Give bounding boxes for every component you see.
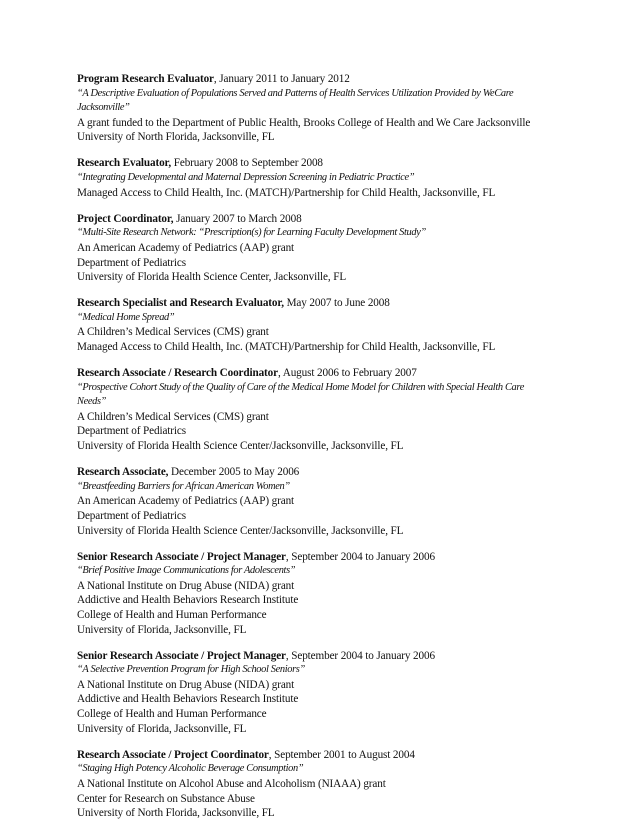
job-title: Research Specialist and Research Evaluator,: [77, 297, 284, 310]
entry-heading: [77, 296, 617, 311]
entry-detail-line: College of Health and Human Performance: [77, 609, 267, 621]
entry-detail-line: A Children’s Medical Services (CMS) grant: [77, 326, 269, 339]
title-separator: ,: [268, 748, 275, 761]
project-title: “Medical Home Spread”: [77, 311, 175, 323]
entry-detail-line: University of Florida, Jacksonville, FL: [77, 722, 247, 735]
entry-detail-line: A National Institute on Alcohol Abuse and Alcoholism (NIAAA) grant: [77, 777, 386, 790]
project-title: “Integrating Developmental and Maternal Depression Screening in Pediatric Practice”: [77, 172, 415, 184]
employment-dates: December 2005 to May 2006: [171, 466, 300, 479]
entry-heading: [77, 72, 617, 87]
entry-detail-line: A Children’s Medical Services (CMS) grant: [77, 410, 269, 423]
experience-entry: [77, 156, 617, 200]
job-title: Senior Research Associate / Project Manager: [77, 550, 286, 563]
entry-detail-line: An American Academy of Pediatrics (AAP) grant: [77, 241, 295, 254]
entry-detail-line: Managed Access to Child Health, Inc. (MATCH)/Partnership for Child Health, Jacksonville, FL: [77, 186, 496, 199]
project-title: “Multi-Site Research Network: “Prescription(s) for Learning Faculty Development Study”: [77, 227, 426, 239]
entry-detail-line: Center for Research on Substance Abuse: [77, 792, 255, 805]
experience-entry: [77, 366, 617, 454]
project-title: “Staging High Potency Alcoholic Beverage Consumption”: [77, 763, 304, 775]
experience-entry: [77, 212, 617, 285]
entry-detail-line: Department of Pediatrics: [77, 256, 186, 269]
entry-detail-line: University of North Florida, Jacksonville, FL: [77, 807, 275, 820]
experience-entry: [77, 465, 617, 538]
entry-detail-line: Addictive and Health Behaviors Research Institute: [77, 594, 299, 607]
project-title: “A Descriptive Evaluation of Populations Served and Patterns of Health Services Utilization Provided by WeCare Jacksonville”: [77, 87, 514, 114]
entry-heading: [77, 465, 617, 480]
entry-detail-line: University of North Florida, Jacksonville, FL: [77, 131, 275, 144]
job-title: Research Associate / Project Coordinator: [77, 748, 269, 761]
experience-entry: [77, 649, 617, 737]
project-title: “Brief Positive Image Communications for Adolescents”: [77, 565, 296, 577]
employment-dates: August 2006 to February 2007: [282, 367, 417, 380]
entry-detail-line: Department of Pediatrics: [77, 425, 186, 438]
project-title: “A Selective Prevention Program for High School Seniors”: [77, 664, 305, 676]
entry-detail-line: University of Florida Health Science Center/Jacksonville, Jacksonville, FL: [77, 524, 404, 537]
job-title: Research Associate / Research Coordinator: [77, 367, 278, 380]
entry-heading: [77, 550, 617, 565]
entry-heading: [77, 156, 617, 171]
job-title: Project Coordinator,: [77, 212, 174, 225]
entry-detail-line: University of Florida, Jacksonville, FL: [77, 623, 247, 636]
entry-detail-line: University of Florida Health Science Center, Jacksonville, FL: [77, 271, 347, 284]
title-separator: ,: [285, 649, 292, 662]
resume-experience-section: [77, 72, 617, 832]
entry-detail-line: Managed Access to Child Health, Inc. (MATCH)/Partnership for Child Health, Jacksonville, FL: [77, 341, 496, 353]
experience-entry: [77, 748, 617, 821]
entry-detail-line: College of Health and Human Performance: [77, 708, 267, 721]
project-title: “Breastfeeding Barriers for African American Women”: [77, 480, 290, 492]
entry-detail-line: A National Institute on Drug Abuse (NIDA) grant: [77, 579, 295, 592]
title-separator: ,: [277, 367, 283, 380]
entry-heading: [77, 366, 617, 381]
entry-detail-line: An American Academy of Pediatrics (AAP) grant: [77, 495, 295, 508]
entry-heading: [77, 649, 617, 664]
entry-detail-line: Department of Pediatrics: [77, 509, 186, 522]
entry-heading: [77, 748, 617, 763]
job-title: Program Research Evaluator: [77, 73, 214, 85]
employment-dates: September 2004 to January 2006: [291, 550, 435, 563]
experience-entry: [77, 550, 617, 638]
entry-detail-line: University of Florida Health Science Center/Jacksonville, Jacksonville, FL: [77, 440, 404, 453]
employment-dates: May 2007 to June 2008: [286, 297, 390, 310]
job-title: Research Associate,: [77, 466, 169, 479]
entry-detail-line: Addictive and Health Behaviors Research Institute: [77, 693, 299, 706]
title-separator: ,: [285, 550, 292, 563]
title-separator: ,: [213, 73, 220, 85]
project-title: “Prospective Cohort Study of the Quality of Care of the Medical Home Model for Children with Special Health Care Needs”: [77, 381, 524, 408]
job-title: Senior Research Associate / Project Manager: [77, 649, 286, 662]
employment-dates: September 2004 to January 2006: [291, 649, 435, 662]
entry-heading: [77, 212, 617, 227]
entry-detail-line: A grant funded to the Department of Public Health, Brooks College of Health and We Care Jacksonville: [77, 116, 531, 129]
employment-dates: January 2007 to March 2008: [176, 212, 302, 225]
entry-detail-line: A National Institute on Drug Abuse (NIDA) grant: [77, 678, 295, 691]
employment-dates: February 2008 to September 2008: [173, 157, 323, 170]
employment-dates: September 2001 to August 2004: [274, 748, 415, 761]
job-title: Research Evaluator,: [77, 157, 172, 170]
employment-dates: January 2011 to January 2012: [219, 73, 350, 85]
experience-entry: [77, 296, 617, 354]
experience-entry: [77, 72, 617, 145]
